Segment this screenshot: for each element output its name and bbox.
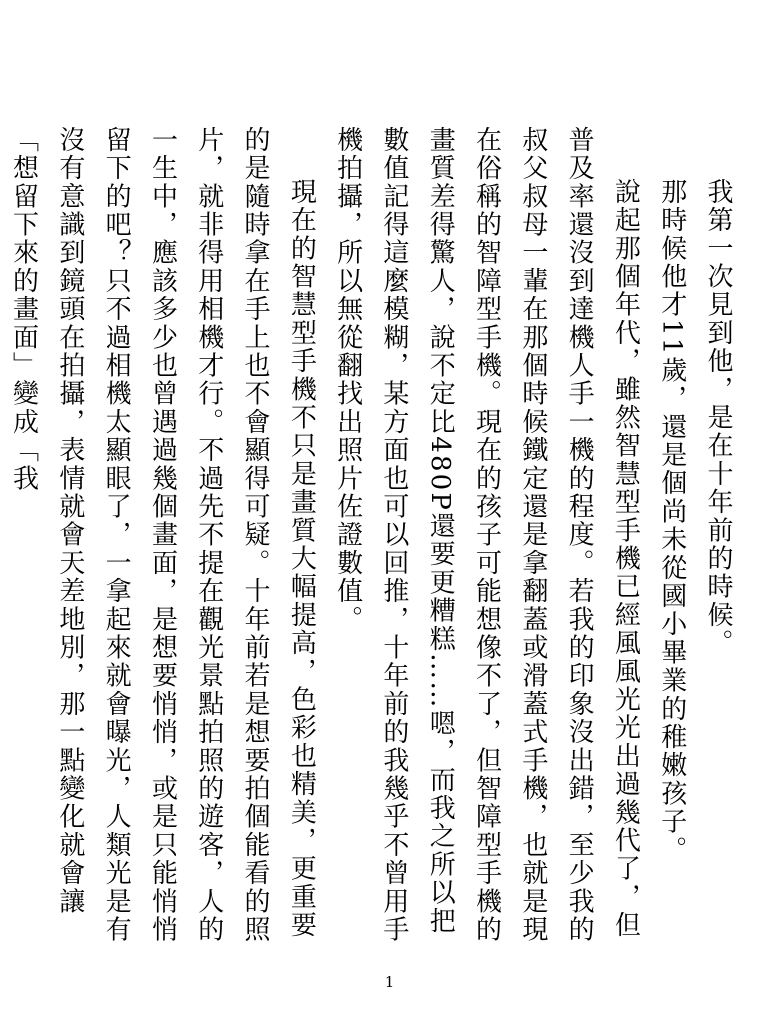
paragraph: 現在的智慧型手機不只是畫質大幅提高，色彩也精美，更重要的是隨時拿在手上也不會顯得可疑。十年前若是想要拍個能看的照片，就非得用相機才行。不過先不提在觀光景點拍照的遊客，人的一生中，應該多少也曾遇過幾個畫面，是想要悄悄，或是只能悄悄留下的吧？只不過相機太顯眼了，一拿起來就會曝光，人類光是有沒有意識到鏡頭在拍攝，表情就會天差地別，那一點變化就會讓「想留下來的畫面」變成「我 [8,126,317,944]
paragraph: 我第一次見到他，是在十年前的時候。 [703,178,733,658]
page-number: 1 [384,973,395,991]
paragraph: 那時候他才11歲，還是個尚未從國小畢業的稚嫩孩子。 [656,178,687,865]
vertical-text-body [8,126,741,946]
paragraph: 說起那個年代，雖然智慧型手機已經風風光光出過幾代了，但普及率還沒到達機人手一機的程度。若我的印象沒出錯，至少我的叔父叔母一輩在那個時候鐵定還是拿翻蓋或滑蓋式手機，也就是現在俗稱的智障型手機。現在的孩子可能想像不了，但智障型手機的畫質差得驚人，說不定比480P還要更糟糕……嗯，而我之所以把數值記得這麼模糊，某方面也可以回推，十年前的我幾乎不曾用手機拍攝，所以無從翻找出照片佐證數值。 [332,126,641,944]
